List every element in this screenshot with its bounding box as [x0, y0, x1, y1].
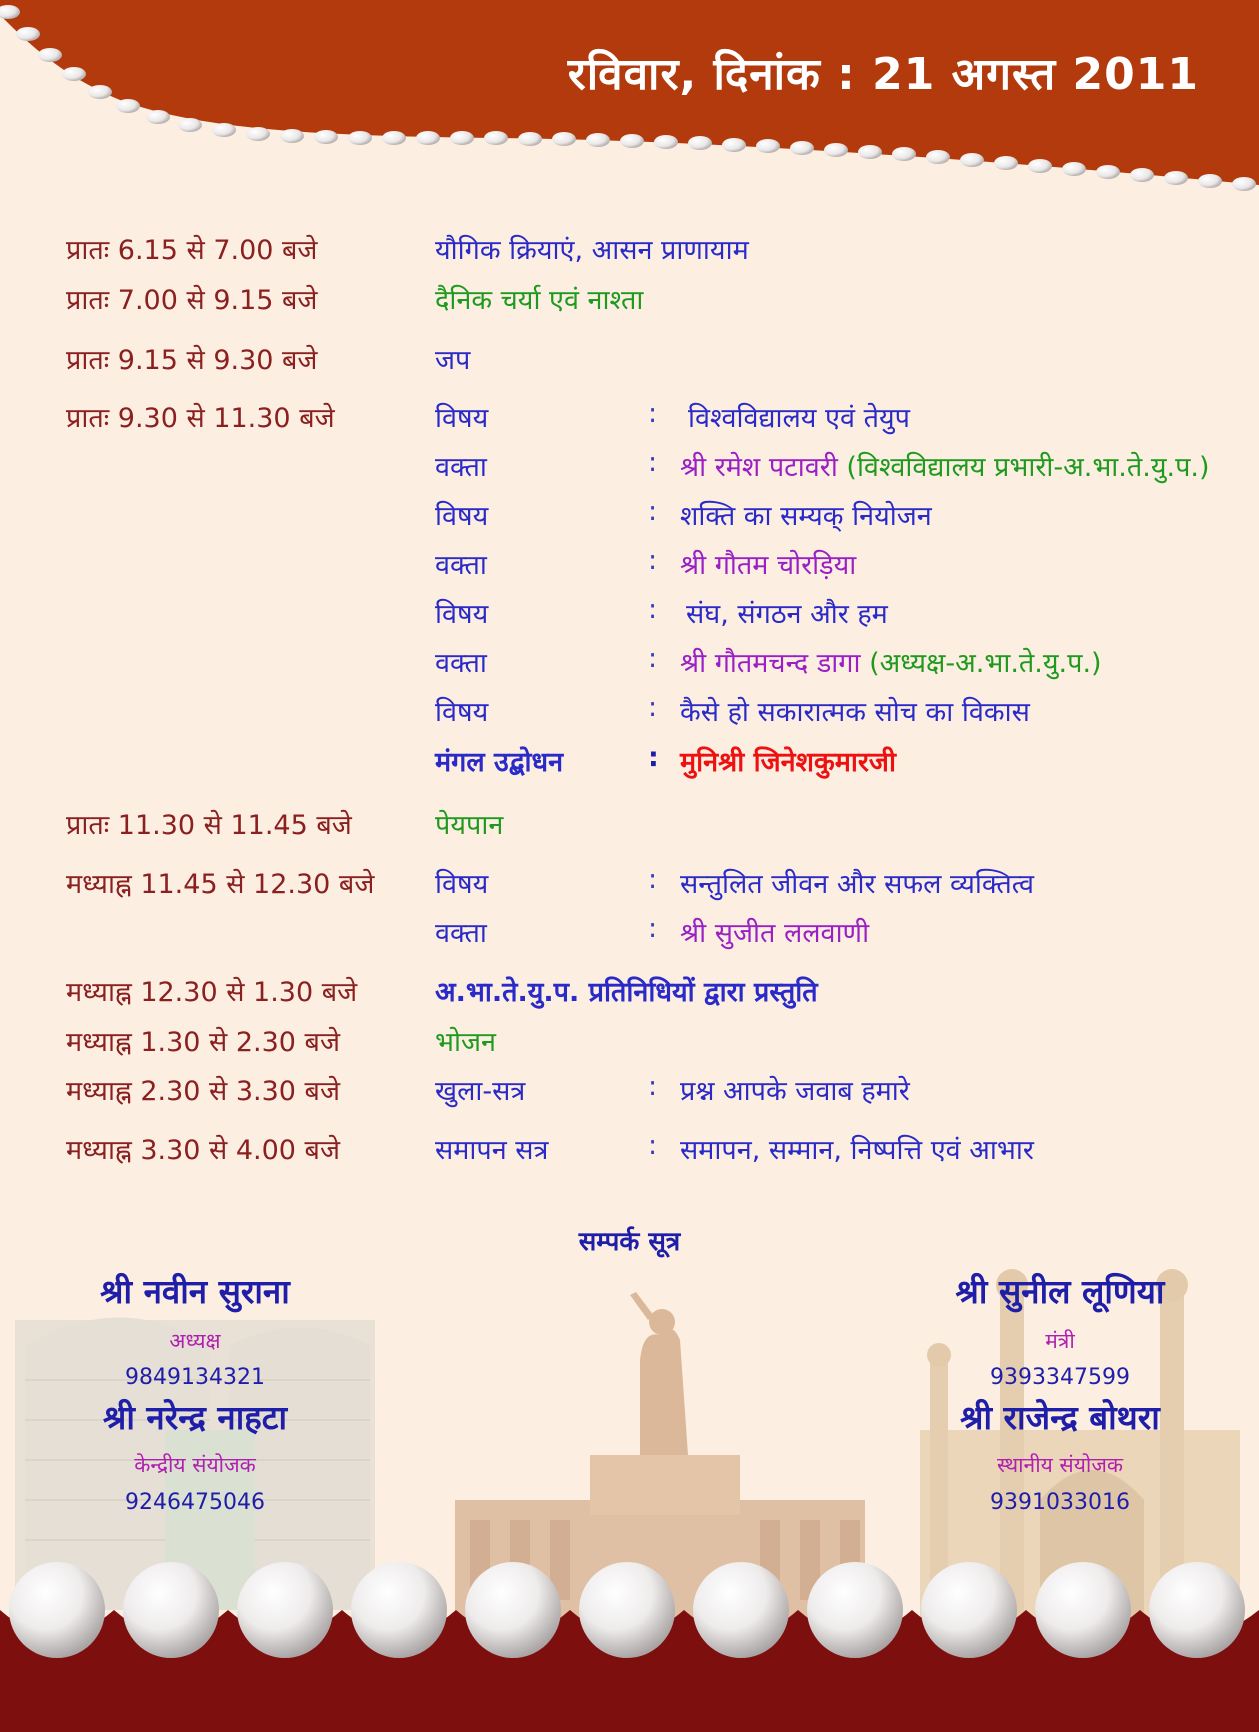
speaker-name: श्री रमेश पटावरी	[680, 452, 838, 483]
session-label: विषय	[435, 697, 489, 728]
session-topic: कैसे हो सकारात्मक सोच का विकास	[680, 697, 1030, 728]
contact-phone: 9849134321	[125, 1365, 265, 1390]
colon-separator: :	[648, 496, 658, 527]
contact-name: श्री सुनील लूणिया	[955, 1272, 1165, 1311]
colon-separator: :	[648, 1130, 658, 1161]
colon-separator: :	[648, 864, 658, 895]
speaker-name: श्री सुजीत ललवाणी	[680, 918, 870, 949]
session-topic: विश्वविद्यालय एवं तेयुप	[688, 403, 910, 434]
contact-phone: 9391033016	[990, 1490, 1130, 1515]
session-label: विषय	[435, 869, 489, 900]
contact-role: स्थानीय संयोजक	[996, 1453, 1124, 1477]
session-topic: सन्तुलित जीवन और सफल व्यक्तित्व	[680, 869, 1034, 900]
colon-separator: :	[648, 545, 658, 576]
session-label: विषय	[435, 403, 489, 434]
contact-phone: 9393347599	[990, 1365, 1130, 1390]
speaker	[680, 643, 1102, 680]
time-slot: प्रातः 11.30 से 11.45 बजे	[66, 810, 352, 841]
header-banner	[0, 0, 1259, 200]
speaker-designation: (अध्यक्ष-अ.भा.ते.यु.प.)	[869, 648, 1102, 679]
activity: जप	[435, 345, 471, 376]
session-topic: संघ, संगठन और हम	[686, 599, 888, 630]
contact-role: मंत्री	[1045, 1329, 1075, 1353]
event-date: रविवार, दिनांक : 21 अगस्त 2011	[567, 49, 1199, 100]
time-slot: प्रातः 9.15 से 9.30 बजे	[66, 345, 318, 376]
speaker-designation: (विश्वविद्यालय प्रभारी-अ.भा.ते.यु.प.)	[846, 452, 1210, 483]
time-slot: प्रातः 7.00 से 9.15 बजे	[66, 285, 318, 316]
session-label: वक्ता	[435, 550, 487, 581]
session-label: मंगल उद्बोधन	[435, 747, 564, 778]
colon-separator: :	[648, 643, 658, 674]
time-slot: मध्याह्न 12.30 से 1.30 बजे	[66, 977, 358, 1008]
session-label: वक्ता	[435, 918, 487, 949]
time-slot: मध्याह्न 11.45 से 12.30 बजे	[66, 869, 375, 900]
contact-role: केन्द्रीय संयोजक	[134, 1453, 256, 1477]
contact-heading: सम्पर्क सूत्र	[578, 1227, 681, 1257]
contact-role: अध्यक्ष	[169, 1329, 221, 1353]
activity: भोजन	[435, 1027, 496, 1058]
speaker-name: मुनिश्री जिनेशकुमारजी	[680, 747, 896, 778]
activity: दैनिक चर्या एवं नाश्ता	[435, 285, 644, 316]
session-label: समापन सत्र	[435, 1135, 549, 1166]
session-topic: प्रश्न आपके जवाब हमारे	[680, 1076, 910, 1107]
colon-separator: :	[648, 913, 658, 944]
time-slot: प्रातः 9.30 से 11.30 बजे	[66, 403, 335, 434]
session-label: वक्ता	[435, 648, 487, 679]
session-label: वक्ता	[435, 452, 487, 483]
session-label: विषय	[435, 501, 489, 532]
time-slot: मध्याह्न 1.30 से 2.30 बजे	[66, 1027, 341, 1058]
time-slot: मध्याह्न 3.30 से 4.00 बजे	[66, 1135, 341, 1166]
contact-phone: 9246475046	[125, 1490, 265, 1515]
speaker	[680, 447, 1210, 484]
colon-separator: :	[648, 692, 658, 723]
session-label: खुला-सत्र	[435, 1076, 526, 1107]
colon-separator: :	[648, 447, 658, 478]
activity: यौगिक क्रियाएं, आसन प्राणायाम	[435, 235, 749, 266]
session-label: विषय	[435, 599, 489, 630]
session-topic: समापन, सम्मान, निष्पत्ति एवं आभार	[680, 1135, 1034, 1166]
speaker-name: श्री गौतम चोरड़िया	[680, 550, 857, 581]
activity: अ.भा.ते.यु.प. प्रतिनिधियों द्वारा प्रस्तुति	[435, 977, 818, 1008]
colon-separator: :	[648, 742, 659, 773]
contact-name: श्री नवीन सुराना	[100, 1272, 290, 1311]
colon-separator: :	[648, 398, 658, 429]
contact-name: श्री नरेन्द्र नाहटा	[103, 1398, 287, 1437]
time-slot: प्रातः 6.15 से 7.00 बजे	[66, 235, 318, 266]
session-topic: शक्ति का सम्यक् नियोजन	[680, 501, 932, 532]
footer-pearl-border	[0, 1550, 1259, 1732]
colon-separator: :	[648, 594, 658, 625]
activity: पेयपान	[435, 810, 504, 841]
colon-separator: :	[648, 1071, 658, 1102]
speaker-name: श्री गौतमचन्द डागा	[680, 648, 861, 679]
time-slot: मध्याह्न 2.30 से 3.30 बजे	[66, 1076, 341, 1107]
contact-name: श्री राजेन्द्र बोथरा	[960, 1398, 1160, 1437]
